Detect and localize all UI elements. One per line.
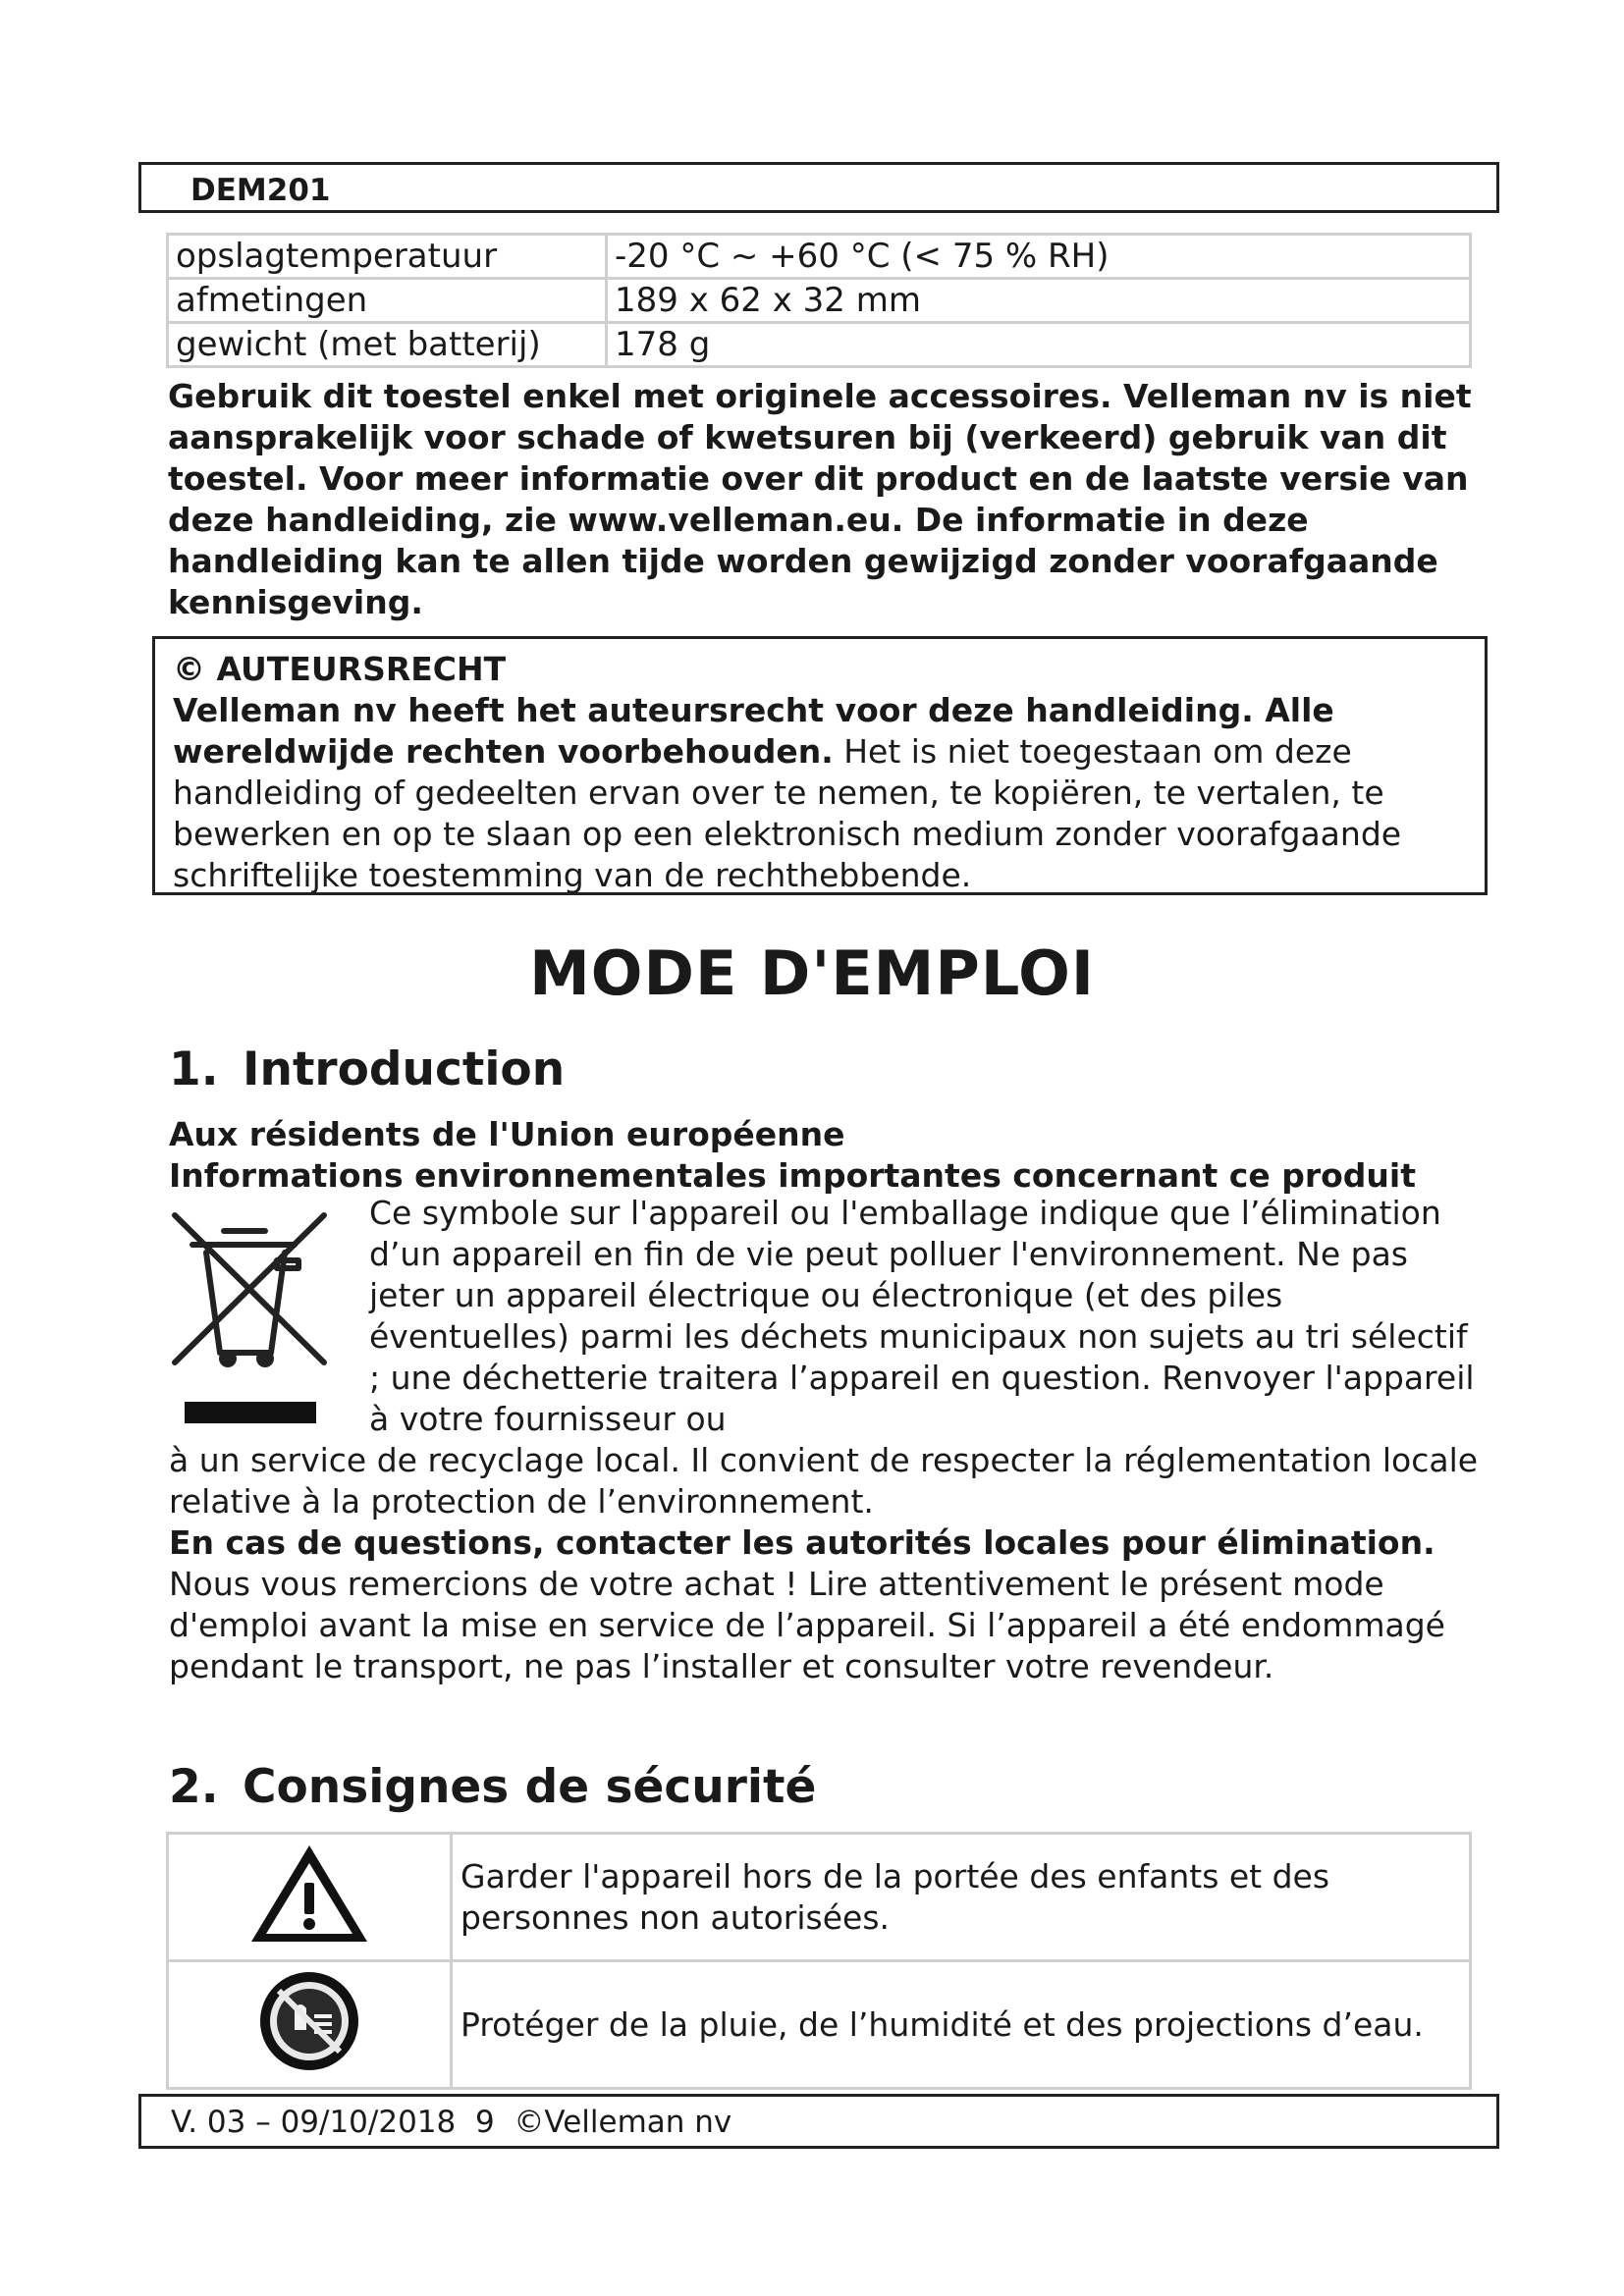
safety-text: Garder l'appareil hors de la portée des enfants et des personnes non autorisées.: [452, 1834, 1471, 1961]
table-row: [168, 1961, 1471, 2089]
copyright-title: © AUTEURSRECHT: [173, 650, 507, 688]
table-row: [168, 235, 1471, 279]
weee-text: Ce symbole sur l'appareil ou l'emballage indique que l’élimination d’un appareil en fin de vie peut polluer l'environnement. Ne pas jeter un appareil électrique ou électronique (et des piles éventuelles) parmi les déchets municipaux non sujets au tri sélectif ; une déchetterie traitera l’appareil en question. Renvoyer l'appareil à votre fournisseur ou: [369, 1194, 1475, 1438]
page-header: [138, 162, 1499, 213]
thanks-paragraph: Nous vous remercions de votre achat ! Lire attentivement le présent mode d'emploi avant la mise en service de l’appareil. Si l’appareil a été endommagé pendant le transport, ne pas l’installer et consulter votre revendeur.: [169, 1565, 1445, 1685]
spec-label: opslagtemperatuur: [168, 235, 607, 279]
no-water-icon: [255, 1967, 363, 2075]
copyright-box: [152, 636, 1488, 895]
footer-text: [171, 2105, 731, 2140]
spec-table: [166, 233, 1472, 368]
warning-icon: [245, 1840, 373, 1948]
section-number: 2.: [169, 1760, 219, 1814]
copyright-bold-text: Velleman nv heeft het auteursrecht voor deze handleiding. Alle wereldwijde rechten voorbehouden.: [173, 691, 1334, 771]
safety-icon-cell: [168, 1961, 452, 2089]
section-number: 1.: [169, 1042, 219, 1096]
section-heading-introduction: [169, 1041, 565, 1099]
weee-bin-icon: [167, 1205, 334, 1431]
page-footer: [138, 2094, 1499, 2149]
section-title: Consignes de sécurité: [243, 1760, 817, 1814]
table-row: [168, 1834, 1471, 1961]
section-title: Introduction: [243, 1042, 566, 1096]
safety-table: [166, 1832, 1472, 2090]
environment-info-heading: Informations environnementales importantes concernant ce produit: [169, 1156, 1417, 1195]
copyright-text: Het is niet toegestaan om deze handleiding of gedeelten ervan over te nemen, te kopiëren, te vertalen, te bewerken en op te slaan op een elektronisch medium zonder voorafgaande schriftelijke toestemming van de rechthebbende.: [173, 732, 1402, 894]
questions-notice: En cas de questions, contacter les autorités locales pour élimination.: [169, 1523, 1435, 1562]
footer-page-number: 9: [474, 2105, 495, 2140]
footer-copyright: ©Velleman nv: [514, 2105, 732, 2140]
footer-version: V. 03 – 09/10/2018: [171, 2105, 457, 2140]
table-row: [168, 323, 1471, 367]
spec-label: gewicht (met batterij): [168, 323, 607, 367]
spec-label: afmetingen: [168, 279, 607, 323]
spec-value: -20 °C ~ +60 °C (< 75 % RH): [607, 235, 1471, 279]
spec-value: 178 g: [607, 323, 1471, 367]
safety-icon-cell: [168, 1834, 452, 1961]
model-number: DEM201: [190, 173, 331, 208]
safety-text: Protéger de la pluie, de l’humidité et des projections d’eau.: [452, 1961, 1471, 2089]
section-heading-safety: [169, 1758, 816, 1817]
table-row: [168, 279, 1471, 323]
main-title: MODE D'EMPLOI: [529, 937, 1095, 1009]
weee-text-continued: à un service de recyclage local. Il convient de respecter la réglementation locale relative à la protection de l’environnement.: [169, 1441, 1479, 1521]
spec-value: 189 x 62 x 32 mm: [607, 279, 1471, 323]
dutch-notice: Gebruik dit toestel enkel met originele accessoires. Velleman nv is niet aansprakelijk voor schade of kwetsuren bij (verkeerd) gebruik van dit toestel. Voor meer informatie over dit product en de laatste versie van deze handleiding, zie www.velleman.eu. De informatie in deze handleiding kan te allen tijde worden gewijzigd zonder voorafgaande kennisgeving.: [168, 377, 1472, 621]
eu-residents-heading: Aux résidents de l'Union européenne: [169, 1115, 845, 1153]
